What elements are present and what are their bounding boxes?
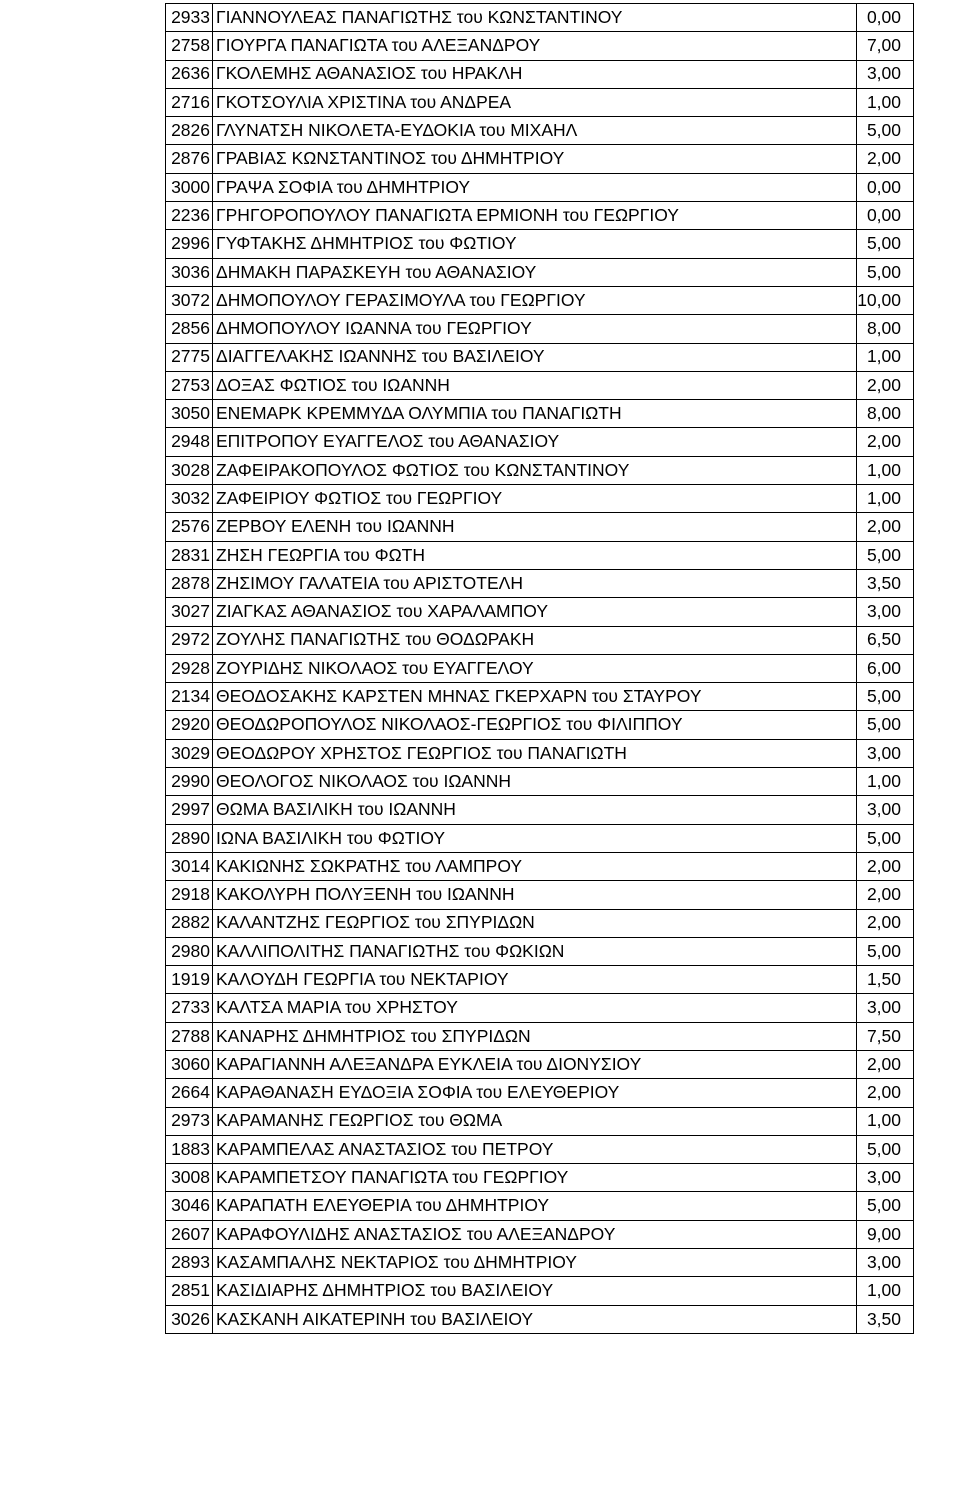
student-name-cell: ΔΟΞΑΣ ΦΩΤΙΟΣ του ΙΩΑΝΝΗ — [213, 371, 857, 399]
grade-cell: 5,00 — [857, 117, 914, 145]
student-name-cell: ΘΕΟΔΟΣΑΚΗΣ ΚΑΡΣΤΕΝ ΜΗΝΑΣ ΓΚΕΡΧΑΡΝ του ΣΤΑΥΡΟΥ — [213, 683, 857, 711]
registration-number-cell: 3072 — [166, 286, 213, 314]
table-row — [166, 1079, 914, 1107]
registration-number-cell: 2928 — [166, 654, 213, 682]
grade-cell: 5,00 — [857, 230, 914, 258]
table-row — [166, 1050, 914, 1078]
student-name-cell: ΖΑΦΕΙΡΙΟΥ ΦΩΤΙΟΣ του ΓΕΩΡΓΙΟΥ — [213, 485, 857, 513]
registration-number-cell: 2893 — [166, 1249, 213, 1277]
student-name-cell: ΕΝΕΜΑΡΚ ΚΡΕΜΜΥΔΑ ΟΛΥΜΠΙΑ του ΠΑΝΑΓΙΩΤΗ — [213, 400, 857, 428]
student-name-cell: ΘΕΟΔΩΡΟΠΟΥΛΟΣ ΝΙΚΟΛΑΟΣ-ΓΕΩΡΓΙΟΣ του ΦΙΛΙΠΠΟΥ — [213, 711, 857, 739]
student-name-cell: ΚΑΛΟΥΔΗ ΓΕΩΡΓΙΑ του ΝΕΚΤΑΡΙΟΥ — [213, 966, 857, 994]
registration-number-cell: 3000 — [166, 173, 213, 201]
registration-number-cell: 2918 — [166, 881, 213, 909]
table-row — [166, 626, 914, 654]
table-row — [166, 1305, 914, 1333]
student-name-cell: ΔΗΜΟΠΟΥΛΟΥ ΙΩΑΝΝΑ του ΓΕΩΡΓΙΟΥ — [213, 315, 857, 343]
table-row — [166, 1164, 914, 1192]
student-name-cell: ΓΚΟΛΕΜΗΣ ΑΘΑΝΑΣΙΟΣ του ΗΡΑΚΛΗ — [213, 60, 857, 88]
student-name-cell: ΕΠΙΤΡΟΠΟΥ ΕΥΑΓΓΕΛΟΣ του ΑΘΑΝΑΣΙΟΥ — [213, 428, 857, 456]
table-row — [166, 1192, 914, 1220]
registration-number-cell: 2856 — [166, 315, 213, 343]
student-name-cell: ΚΑΛΛΙΠΟΛΙΤΗΣ ΠΑΝΑΓΙΩΤΗΣ του ΦΩΚΙΩΝ — [213, 937, 857, 965]
table-row — [166, 937, 914, 965]
registration-number-cell: 2890 — [166, 824, 213, 852]
grade-cell: 2,00 — [857, 1050, 914, 1078]
registration-number-cell: 2920 — [166, 711, 213, 739]
table-row — [166, 994, 914, 1022]
student-name-cell: ΚΑΝΑΡΗΣ ΔΗΜΗΤΡΙΟΣ του ΣΠΥΡΙΔΩΝ — [213, 1022, 857, 1050]
grade-cell: 10,00 — [857, 286, 914, 314]
student-name-cell: ΚΑΡΑΦΟΥΛΙΔΗΣ ΑΝΑΣΤΑΣΙΟΣ του ΑΛΕΞΑΝΔΡΟΥ — [213, 1220, 857, 1248]
student-name-cell: ΚΑΡΑΓΙΑΝΝΗ ΑΛΕΞΑΝΔΡΑ ΕΥΚΛΕΙΑ του ΔΙΟΝΥΣΙΟΥ — [213, 1050, 857, 1078]
table-row — [166, 683, 914, 711]
table-row — [166, 88, 914, 116]
registration-number-cell: 2753 — [166, 371, 213, 399]
grade-cell: 9,00 — [857, 1220, 914, 1248]
table-row — [166, 852, 914, 880]
table-row — [166, 428, 914, 456]
registration-number-cell: 2236 — [166, 202, 213, 230]
registration-number-cell: 2972 — [166, 626, 213, 654]
registration-number-cell: 2948 — [166, 428, 213, 456]
grade-cell: 1,00 — [857, 1277, 914, 1305]
table-row — [166, 456, 914, 484]
grade-cell: 3,00 — [857, 994, 914, 1022]
registration-number-cell: 2607 — [166, 1220, 213, 1248]
grade-cell: 1,00 — [857, 343, 914, 371]
student-name-cell: ΓΙΟΥΡΓΑ ΠΑΝΑΓΙΩΤΑ του ΑΛΕΞΑΝΔΡΟΥ — [213, 32, 857, 60]
grade-cell: 5,00 — [857, 824, 914, 852]
table-row — [166, 485, 914, 513]
grade-cell: 3,00 — [857, 60, 914, 88]
table-row — [166, 202, 914, 230]
student-name-cell: ΚΑΚΟΛΥΡΗ ΠΟΛΥΞΕΝΗ του ΙΩΑΝΝΗ — [213, 881, 857, 909]
table-row — [166, 230, 914, 258]
registration-number-cell: 1919 — [166, 966, 213, 994]
grade-cell: 2,00 — [857, 881, 914, 909]
grade-cell: 7,00 — [857, 32, 914, 60]
grade-cell: 8,00 — [857, 315, 914, 343]
registration-number-cell: 1883 — [166, 1135, 213, 1163]
registration-number-cell: 2758 — [166, 32, 213, 60]
grade-cell: 5,00 — [857, 937, 914, 965]
student-name-cell: ΖΕΡΒΟΥ ΕΛΕΝΗ του ΙΩΑΝΝΗ — [213, 513, 857, 541]
registration-number-cell: 3060 — [166, 1050, 213, 1078]
grade-cell: 3,00 — [857, 739, 914, 767]
student-name-cell: ΓΥΦΤΑΚΗΣ ΔΗΜΗΤΡΙΟΣ του ΦΩΤΙΟΥ — [213, 230, 857, 258]
grade-cell: 5,00 — [857, 258, 914, 286]
table-row — [166, 711, 914, 739]
table-row — [166, 824, 914, 852]
grade-cell: 2,00 — [857, 1079, 914, 1107]
table-row — [166, 117, 914, 145]
grade-cell: 2,00 — [857, 145, 914, 173]
registration-number-cell: 2576 — [166, 513, 213, 541]
table-row — [166, 1220, 914, 1248]
student-name-cell: ΚΑΛΤΣΑ ΜΑΡΙΑ του ΧΡΗΣΤΟΥ — [213, 994, 857, 1022]
grade-cell: 1,00 — [857, 456, 914, 484]
registration-number-cell: 3046 — [166, 1192, 213, 1220]
grade-cell: 0,00 — [857, 173, 914, 201]
registration-number-cell: 2775 — [166, 343, 213, 371]
grade-cell: 6,50 — [857, 626, 914, 654]
registration-number-cell: 2733 — [166, 994, 213, 1022]
registration-number-cell: 2826 — [166, 117, 213, 145]
table-row — [166, 739, 914, 767]
student-name-cell: ΓΡΑΨΑ ΣΟΦΙΑ του ΔΗΜΗΤΡΙΟΥ — [213, 173, 857, 201]
student-name-cell: ΘΩΜΑ ΒΑΣΙΛΙΚΗ του ΙΩΑΝΝΗ — [213, 796, 857, 824]
table-row — [166, 145, 914, 173]
student-name-cell: ΔΗΜΟΠΟΥΛΟΥ ΓΕΡΑΣΙΜΟΥΛΑ του ΓΕΩΡΓΙΟΥ — [213, 286, 857, 314]
grade-cell: 3,00 — [857, 796, 914, 824]
student-name-cell: ΘΕΟΛΟΓΟΣ ΝΙΚΟΛΑΟΣ του ΙΩΑΝΝΗ — [213, 768, 857, 796]
grade-cell: 5,00 — [857, 541, 914, 569]
student-name-cell: ΙΩΝΑ ΒΑΣΙΛΙΚΗ του ΦΩΤΙΟΥ — [213, 824, 857, 852]
table-row — [166, 768, 914, 796]
grade-cell: 3,50 — [857, 569, 914, 597]
table-row — [166, 1135, 914, 1163]
student-name-cell: ΓΡΑΒΙΑΣ ΚΩΝΣΤΑΝΤΙΝΟΣ του ΔΗΜΗΤΡΙΟΥ — [213, 145, 857, 173]
student-name-cell: ΖΗΣΗ ΓΕΩΡΓΙΑ του ΦΩΤΗ — [213, 541, 857, 569]
student-name-cell: ΘΕΟΔΩΡΟΥ ΧΡΗΣΤΟΣ ΓΕΩΡΓΙΟΣ του ΠΑΝΑΓΙΩΤΗ — [213, 739, 857, 767]
grade-cell: 1,00 — [857, 1107, 914, 1135]
student-name-cell: ΓΛΥΝΑΤΣΗ ΝΙΚΟΛΕΤΑ-ΕΥΔΟΚΙΑ του ΜΙΧΑΗΛ — [213, 117, 857, 145]
table-row — [166, 4, 914, 32]
registration-number-cell: 3026 — [166, 1305, 213, 1333]
registration-number-cell: 2134 — [166, 683, 213, 711]
grade-cell: 5,00 — [857, 1192, 914, 1220]
grade-cell: 5,00 — [857, 683, 914, 711]
registration-number-cell: 2878 — [166, 569, 213, 597]
grade-cell: 0,00 — [857, 202, 914, 230]
table-row — [166, 286, 914, 314]
student-name-cell: ΔΗΜΑΚΗ ΠΑΡΑΣΚΕΥΗ του ΑΘΑΝΑΣΙΟΥ — [213, 258, 857, 286]
table-row — [166, 541, 914, 569]
grade-cell: 7,50 — [857, 1022, 914, 1050]
grade-cell: 2,00 — [857, 371, 914, 399]
registration-number-cell: 2876 — [166, 145, 213, 173]
registration-number-cell: 3036 — [166, 258, 213, 286]
table-row — [166, 60, 914, 88]
student-name-cell: ΓΡΗΓΟΡΟΠΟΥΛΟΥ ΠΑΝΑΓΙΩΤΑ ΕΡΜΙΟΝΗ του ΓΕΩΡΓΙΟΥ — [213, 202, 857, 230]
student-name-cell: ΔΙΑΓΓΕΛΑΚΗΣ ΙΩΑΝΝΗΣ του ΒΑΣΙΛΕΙΟΥ — [213, 343, 857, 371]
grade-cell: 3,50 — [857, 1305, 914, 1333]
student-name-cell: ΓΙΑΝΝΟΥΛΕΑΣ ΠΑΝΑΓΙΩΤΗΣ του ΚΩΝΣΤΑΝΤΙΝΟΥ — [213, 4, 857, 32]
grade-cell: 1,00 — [857, 88, 914, 116]
table-row — [166, 1249, 914, 1277]
table-row — [166, 400, 914, 428]
grade-cell: 3,00 — [857, 598, 914, 626]
table-row — [166, 1022, 914, 1050]
registration-number-cell: 2831 — [166, 541, 213, 569]
table-row — [166, 909, 914, 937]
grade-cell: 5,00 — [857, 1135, 914, 1163]
student-name-cell: ΖΗΣΙΜΟΥ ΓΑΛΑΤΕΙΑ του ΑΡΙΣΤΟΤΕΛΗ — [213, 569, 857, 597]
registration-number-cell: 3027 — [166, 598, 213, 626]
registration-number-cell: 2851 — [166, 1277, 213, 1305]
table-row — [166, 513, 914, 541]
table-row — [166, 315, 914, 343]
table-row — [166, 1277, 914, 1305]
grade-cell: 1,00 — [857, 768, 914, 796]
grade-cell: 1,00 — [857, 485, 914, 513]
table-row — [166, 1107, 914, 1135]
registration-number-cell: 2973 — [166, 1107, 213, 1135]
student-name-cell: ΚΑΛΑΝΤΖΗΣ ΓΕΩΡΓΙΟΣ του ΣΠΥΡΙΔΩΝ — [213, 909, 857, 937]
grade-cell: 3,00 — [857, 1249, 914, 1277]
table-row — [166, 881, 914, 909]
table-row — [166, 796, 914, 824]
student-name-cell: ΚΑΡΑΜΠΕΤΣΟΥ ΠΑΝΑΓΙΩΤΑ του ΓΕΩΡΓΙΟΥ — [213, 1164, 857, 1192]
student-name-cell: ΚΑΣΙΔΙΑΡΗΣ ΔΗΜΗΤΡΙΟΣ του ΒΑΣΙΛΕΙΟΥ — [213, 1277, 857, 1305]
table-row — [166, 966, 914, 994]
registration-number-cell: 2996 — [166, 230, 213, 258]
registration-number-cell: 3028 — [166, 456, 213, 484]
student-name-cell: ΖΟΥΡΙΔΗΣ ΝΙΚΟΛΑΟΣ του ΕΥΑΓΓΕΛΟΥ — [213, 654, 857, 682]
registration-number-cell: 3032 — [166, 485, 213, 513]
grades-table — [165, 3, 914, 1334]
student-name-cell: ΚΑΚΙΩΝΗΣ ΣΩΚΡΑΤΗΣ του ΛΑΜΠΡΟΥ — [213, 852, 857, 880]
registration-number-cell: 2882 — [166, 909, 213, 937]
table-row — [166, 569, 914, 597]
student-name-cell: ΚΑΡΑΜΑΝΗΣ ΓΕΩΡΓΙΟΣ του ΘΩΜΑ — [213, 1107, 857, 1135]
grade-cell: 2,00 — [857, 909, 914, 937]
grade-cell: 5,00 — [857, 711, 914, 739]
student-name-cell: ΚΑΡΑΠΑΤΗ ΕΛΕΥΘΕΡΙΑ του ΔΗΜΗΤΡΙΟΥ — [213, 1192, 857, 1220]
registration-number-cell: 3029 — [166, 739, 213, 767]
table-row — [166, 371, 914, 399]
student-name-cell: ΓΚΟΤΣΟΥΛΙΑ ΧΡΙΣΤΙΝΑ του ΑΝΔΡΕΑ — [213, 88, 857, 116]
grade-cell: 1,50 — [857, 966, 914, 994]
grade-cell: 8,00 — [857, 400, 914, 428]
registration-number-cell: 2980 — [166, 937, 213, 965]
registration-number-cell: 2788 — [166, 1022, 213, 1050]
student-name-cell: ΚΑΡΑΘΑΝΑΣΗ ΕΥΔΟΞΙΑ ΣΟΦΙΑ του ΕΛΕΥΘΕΡΙΟΥ — [213, 1079, 857, 1107]
registration-number-cell: 3014 — [166, 852, 213, 880]
table-row — [166, 32, 914, 60]
registration-number-cell: 2716 — [166, 88, 213, 116]
registration-number-cell: 2933 — [166, 4, 213, 32]
student-name-cell: ΖΟΥΛΗΣ ΠΑΝΑΓΙΩΤΗΣ του ΘΟΔΩΡΑΚΗ — [213, 626, 857, 654]
table-row — [166, 343, 914, 371]
registration-number-cell: 2636 — [166, 60, 213, 88]
registration-number-cell: 2664 — [166, 1079, 213, 1107]
grades-table-body — [166, 4, 914, 1334]
grade-cell: 2,00 — [857, 428, 914, 456]
table-row — [166, 173, 914, 201]
registration-number-cell: 2990 — [166, 768, 213, 796]
grade-cell: 2,00 — [857, 852, 914, 880]
student-name-cell: ΖΑΦΕΙΡΑΚΟΠΟΥΛΟΣ ΦΩΤΙΟΣ του ΚΩΝΣΤΑΝΤΙΝΟΥ — [213, 456, 857, 484]
student-name-cell: ΚΑΡΑΜΠΕΛΑΣ ΑΝΑΣΤΑΣΙΟΣ του ΠΕΤΡΟΥ — [213, 1135, 857, 1163]
grade-cell: 0,00 — [857, 4, 914, 32]
registration-number-cell: 2997 — [166, 796, 213, 824]
grade-cell: 3,00 — [857, 1164, 914, 1192]
registration-number-cell: 3050 — [166, 400, 213, 428]
student-name-cell: ΚΑΣΑΜΠΑΛΗΣ ΝΕΚΤΑΡΙΟΣ του ΔΗΜΗΤΡΙΟΥ — [213, 1249, 857, 1277]
student-name-cell: ΖΙΑΓΚΑΣ ΑΘΑΝΑΣΙΟΣ του ΧΑΡΑΛΑΜΠΟΥ — [213, 598, 857, 626]
table-row — [166, 654, 914, 682]
table-row — [166, 598, 914, 626]
student-name-cell: ΚΑΣΚΑΝΗ ΑΙΚΑΤΕΡΙΝΗ του ΒΑΣΙΛΕΙΟΥ — [213, 1305, 857, 1333]
grade-cell: 6,00 — [857, 654, 914, 682]
grade-cell: 2,00 — [857, 513, 914, 541]
table-row — [166, 258, 914, 286]
registration-number-cell: 3008 — [166, 1164, 213, 1192]
